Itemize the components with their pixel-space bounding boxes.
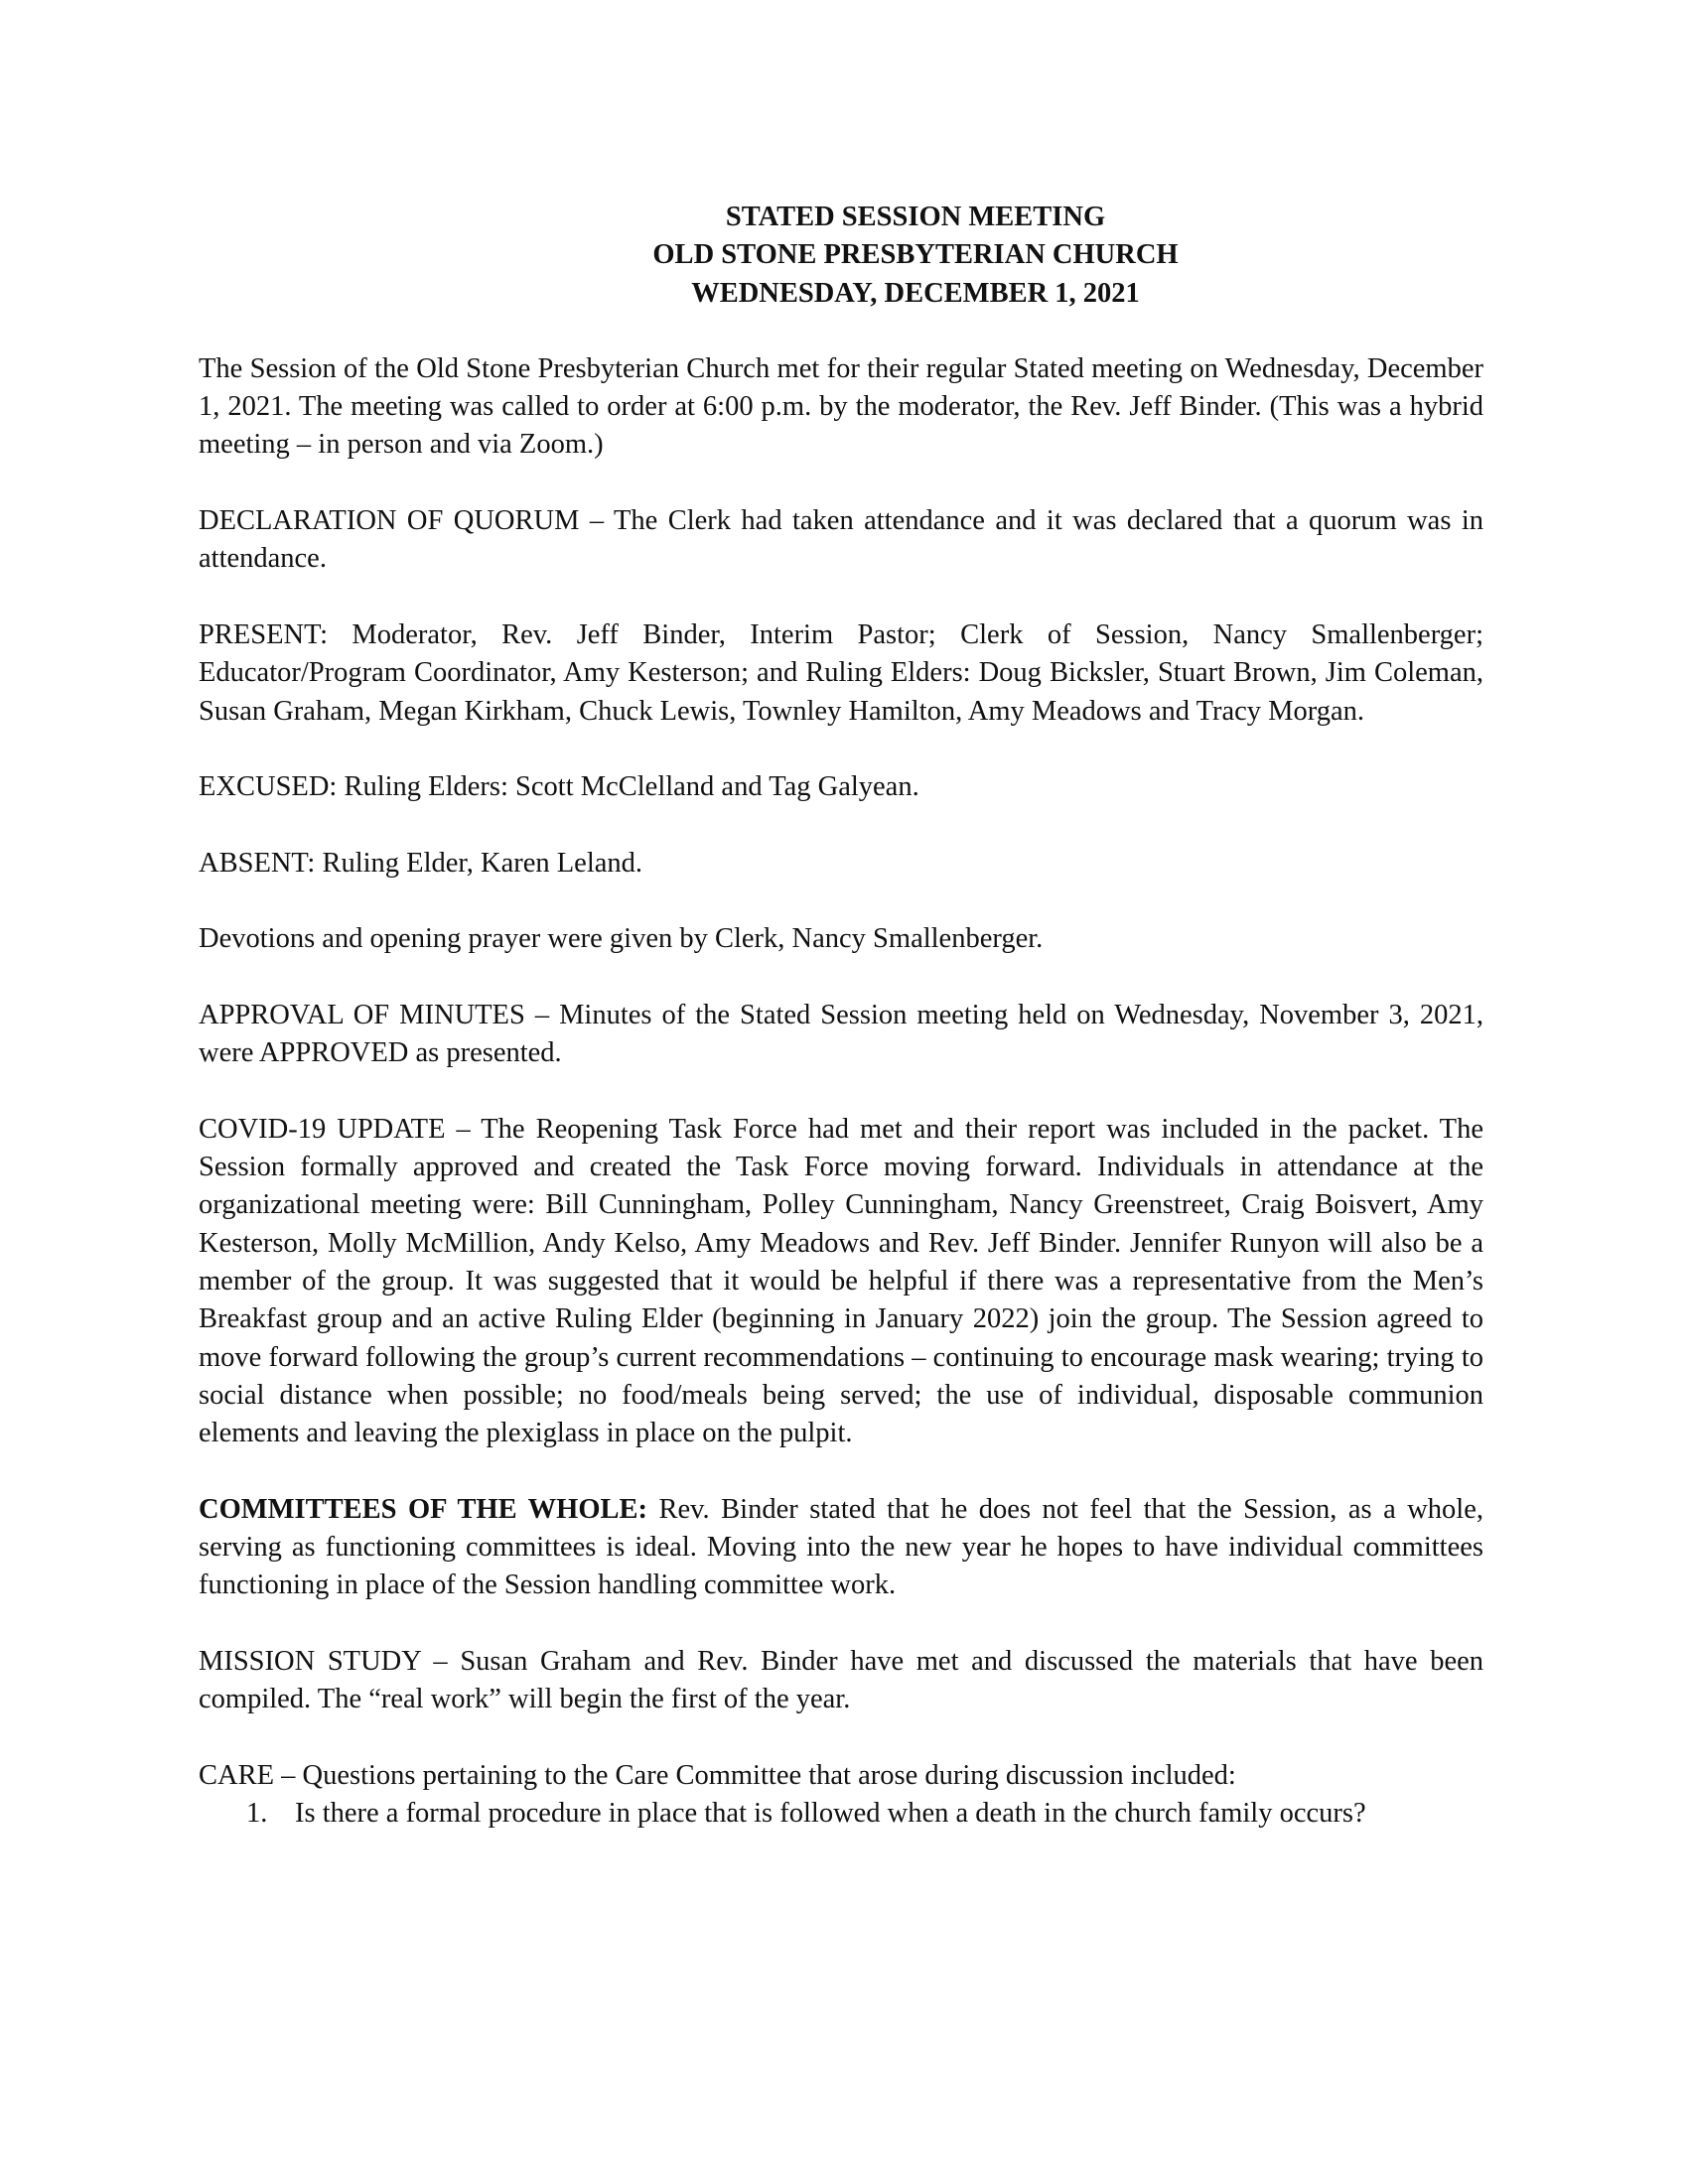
mission-paragraph: MISSION STUDY – Susan Graham and Rev. Binder have met and discussed the materials that have been compiled. The “real work” will begin the first of the year. — [199, 1645, 1483, 1715]
title-line-1: STATED SESSION MEETING — [725, 202, 1106, 232]
title-line-2: OLD STONE PRESBYTERIAN CHURCH — [652, 239, 1179, 271]
list-item-number: 1. — [246, 1798, 268, 1830]
meeting-title — [199, 199, 1483, 313]
excused-paragraph: EXCUSED: Ruling Elders: Scott McClelland and Tag Galyean. — [199, 771, 919, 803]
quorum-paragraph: DECLARATION OF QUORUM – The Clerk had taken attendance and it was declared that a quorum was in attendance. — [199, 505, 1483, 575]
covid-paragraph: COVID-19 UPDATE – The Reopening Task Force had met and their report was included in the packet. The Session formally approved and created the Task Force moving forward. Individuals in attendance at the organizational meeting were: Bill Cunningham, Polley Cunningham, Nancy Greenstreet, Craig Boisvert, Amy Kesterson, Molly McMillion, Andy Kelso, Amy Meadows and Rev. Jeff Binder. Jennifer Runyon will also be a member of the group. It was suggested that it would be helpful if there was a representative from the Men’s Breakfast group and an active Ruling Elder (beginning in January 2022) join the group. The Session agreed to move forward following the group’s current recommendations – continuing to encourage mask wearing; trying to social distance when possible; no food/meals being served; the use of individual, disposable communion elements and leaving the plexiglass in place on the pulpit. — [199, 1113, 1483, 1449]
minutes-paragraph: APPROVAL OF MINUTES – Minutes of the Stated Session meeting held on Wednesday, November 3, 2021, were APPROVED as presented. — [199, 999, 1483, 1069]
title-line-3: WEDNESDAY, DECEMBER 1, 2021 — [691, 277, 1140, 309]
committees-text: Rev. Binder stated that he does not feel that the Session, as a whole, serving as functioning committees is ideal. Moving into the new year he hopes to have individual committees functioning in place of the Session handling committee work. — [199, 1493, 1483, 1601]
care-question-list — [199, 1795, 1483, 1833]
list-item — [199, 1795, 1483, 1833]
devotions-paragraph: Devotions and opening prayer were given by Clerk, Nancy Smallenberger. — [199, 923, 1044, 955]
care-paragraph: CARE – Questions pertaining to the Care Committee that arose during discussion included: — [199, 1759, 1236, 1791]
present-paragraph: PRESENT: Moderator, Rev. Jeff Binder, Interim Pastor; Clerk of Session, Nancy Smallenberger; Educator/Program Coordinator, Amy Kesterson; and Ruling Elders: Doug Bicksler, Stuart Brown, Jim Coleman, Susan Graham, Megan Kirkham, Chuck Lewis, Townley Hamilton, Amy Meadows and Tracy Morgan. — [199, 618, 1483, 727]
committees-paragraph — [199, 1491, 1483, 1605]
intro-paragraph: The Session of the Old Stone Presbyterian Church met for their regular Stated meeting on Wednesday, December 1, 2021. The meeting was called to order at 6:00 p.m. by the moderator, the Rev. Jeff Binder. (This was a hybrid meeting – in person and via Zoom.) — [199, 352, 1483, 461]
document-page — [199, 199, 1483, 1833]
committees-heading: COMMITTEES OF THE WHOLE: — [199, 1493, 648, 1525]
absent-paragraph: ABSENT: Ruling Elder, Karen Leland. — [199, 847, 643, 879]
list-item-text: Is there a formal procedure in place that is followed when a death in the church family occurs? — [295, 1798, 1366, 1830]
